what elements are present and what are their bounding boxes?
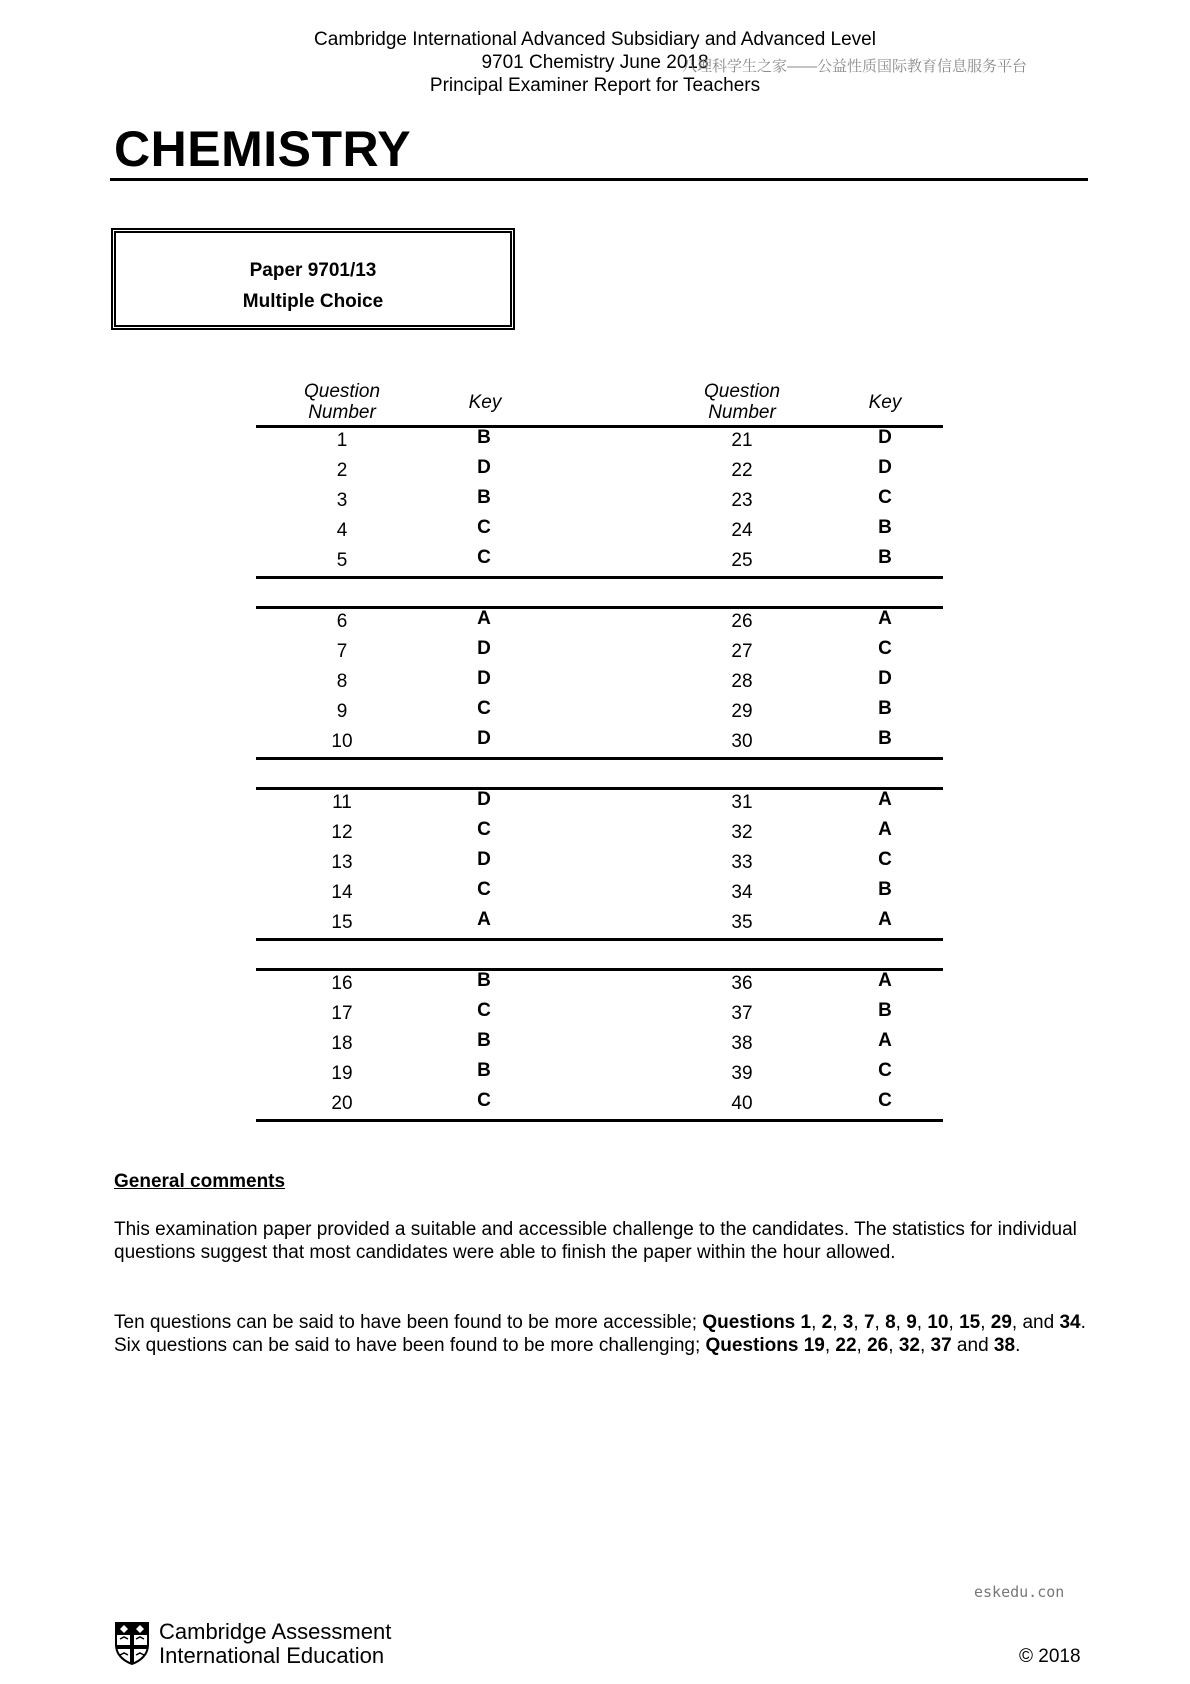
table-rule [256,938,943,941]
answer-key: A [878,1030,892,1051]
question-number: 27 [731,641,753,662]
header-line-3: Principal Examiner Report for Teachers [429,75,761,96]
question-number: 20 [331,1093,353,1114]
answer-key: C [878,1090,892,1111]
table-rule [256,787,943,790]
accessible-question-number: 9 [906,1312,917,1333]
question-number: 2 [336,460,348,481]
question-number: 34 [731,882,753,903]
answer-key: D [477,728,491,749]
col-header-key-left: Key [468,392,502,413]
challenging-question-number: 38 [993,1335,1016,1356]
answer-key: A [878,970,892,991]
paper-type: Multiple Choice [242,291,384,312]
col-header-question-right-2: Number [708,402,776,423]
col-header-question-left-1: Question [303,381,381,402]
answer-key: B [878,879,892,900]
question-number: 38 [731,1033,753,1054]
answer-key: C [878,487,892,508]
answer-key: C [477,547,491,568]
question-number: 32 [731,822,753,843]
site-watermark: eskedu.con [974,1583,1065,1601]
table-rule [256,425,943,428]
question-number: 35 [731,912,753,933]
question-number: 12 [331,822,353,843]
answer-key: C [477,1000,491,1021]
answer-key: B [477,970,491,991]
question-number: 24 [731,520,753,541]
answer-key: C [878,849,892,870]
answer-key: D [477,638,491,659]
table-rule [256,1119,943,1122]
answer-key: B [477,1030,491,1051]
question-number: 6 [336,611,348,632]
question-number: 29 [731,701,753,722]
question-number: 9 [336,701,348,722]
page-title: CHEMISTRY [114,121,412,177]
answer-key: D [477,849,491,870]
answer-key: A [878,789,892,810]
question-number: 25 [731,550,753,571]
question-number: 39 [731,1063,753,1084]
question-number: 15 [331,912,353,933]
question-number: 19 [331,1063,353,1084]
col-header-question-left-2: Number [308,402,376,423]
logo-line-1: Cambridge Assessment [159,1619,392,1644]
answer-key: C [477,819,491,840]
answer-key: C [477,879,491,900]
answer-key: D [477,668,491,689]
answer-key: B [878,547,892,568]
answer-key: B [878,1000,892,1021]
answer-key: A [878,608,892,629]
question-number: 37 [731,1003,753,1024]
question-number: 36 [731,973,753,994]
accessible-question-number: 7 [863,1312,875,1333]
accessible-question-number: 15 [959,1312,981,1333]
question-number: 22 [731,460,753,481]
col-header-key-right: Key [868,392,902,413]
question-number: 31 [731,792,753,813]
accessible-question-number: 34 [1059,1312,1081,1333]
answer-key: C [477,1090,491,1111]
answer-key: A [477,909,491,930]
answer-key: C [878,1060,892,1081]
question-number: 10 [331,731,353,752]
question-number: 28 [731,671,753,692]
question-number: 5 [336,550,348,571]
answer-key: B [878,698,892,719]
challenging-question-number: Questions 19 [705,1335,825,1356]
accessible-question-number: 3 [842,1312,854,1333]
question-number: 17 [331,1003,353,1024]
question-number: 23 [731,490,753,511]
challenging-question-number: 32 [898,1335,920,1356]
challenging-question-number: 22 [835,1335,857,1356]
question-number: 40 [731,1093,753,1114]
accessible-question-number: 2 [821,1312,833,1333]
question-number: 8 [336,671,348,692]
accessible-question-number: 8 [885,1312,896,1333]
logo-line-2: International Education [159,1643,385,1668]
copyright: © 2018 [1019,1646,1081,1667]
answer-key: A [878,819,892,840]
question-number: 1 [336,430,348,451]
answer-key: D [878,668,892,689]
answer-key: D [878,457,892,478]
challenging-question-number: 37 [930,1335,952,1356]
question-number: 14 [331,882,353,903]
paragraph-question-difficulty: Ten questions can be said to have been found to be more accessible; Questions 1, 2, 3, 7, 8, 9, 10, 15, 29, and 34. Six questions can be said to have been found to be more challenging; Questions 19, 22, 26, 32, 37 and 38. [114,1312,1086,1356]
answer-key: C [477,517,491,538]
question-number: 13 [331,852,353,873]
question-number: 21 [731,430,753,451]
cambridge-shield-icon [114,1621,150,1665]
question-number: 18 [331,1033,353,1054]
question-number: 30 [731,731,753,752]
answer-key: B [878,517,892,538]
question-number: 33 [731,852,753,873]
accessible-question-number: 10 [927,1312,949,1333]
col-header-question-right-1: Question [703,381,781,402]
table-rule [256,576,943,579]
answer-key: B [477,1060,491,1081]
header-line-1: Cambridge International Advanced Subsidiary and Advanced Level [314,29,876,50]
question-number: 4 [336,520,348,541]
table-rule [256,968,943,971]
answer-key: C [477,698,491,719]
table-rule [256,757,943,760]
answer-key: B [878,728,892,749]
answer-key: D [878,427,892,448]
question-number: 26 [731,611,753,632]
accessible-question-number: Questions 1 [702,1312,812,1333]
paragraph-statistics: This examination paper provided a suitable and accessible challenge to the candidates. The statistics for individual questions suggest that most candidates were able to finish the paper within the hour allowed. [114,1219,1077,1263]
header-line-2: 9701 Chemistry June 2018 [481,52,709,73]
answer-key: D [477,789,491,810]
answer-key: D [477,457,491,478]
answer-key: B [477,487,491,508]
challenging-question-number: 26 [867,1335,889,1356]
question-number: 11 [332,792,352,813]
question-number: 16 [331,973,353,994]
answer-key: A [878,909,892,930]
answer-key: C [878,638,892,659]
answer-key: B [477,427,491,448]
watermark-text: 八理科学生之家——公益性质国际教育信息服务平台 [682,58,1028,75]
answer-key: A [477,608,491,629]
question-number: 7 [336,641,348,662]
section-title-general-comments: General comments [114,1171,286,1192]
paper-code: Paper 9701/13 [249,260,377,281]
question-number: 3 [336,490,348,511]
table-rule [256,606,943,609]
accessible-question-number: 29 [990,1312,1012,1333]
